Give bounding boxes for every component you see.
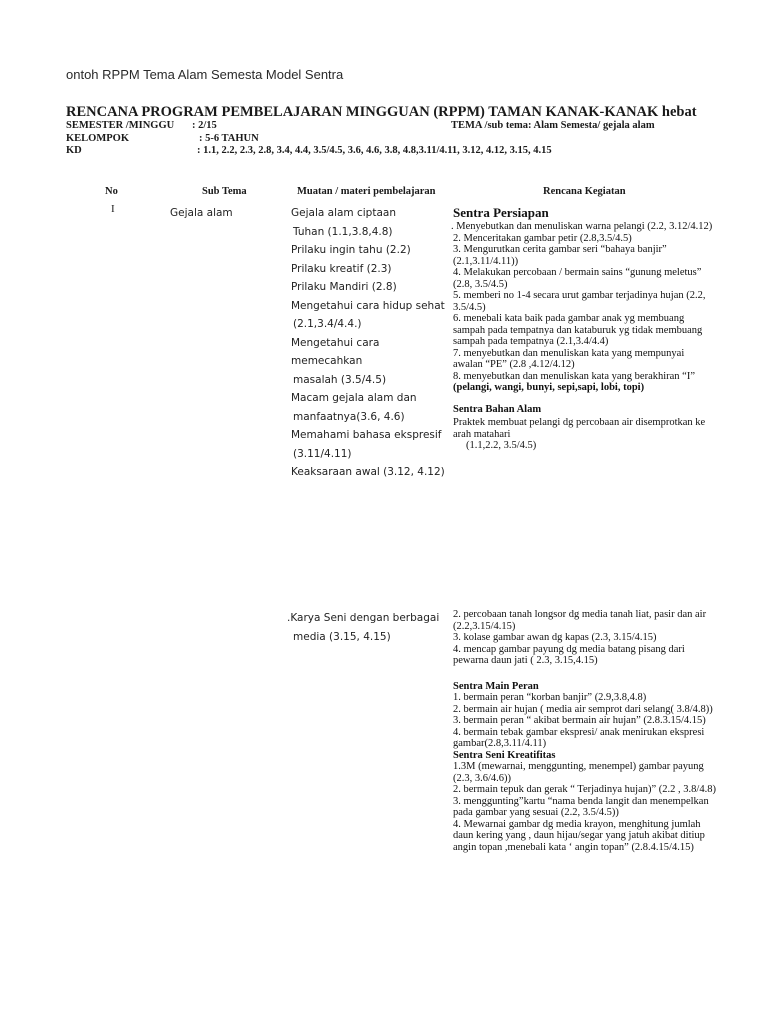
kegiatan-line: 3. Mengurutkan cerita gambar seri “bahaya banjir”: [453, 244, 667, 255]
header-muatan: Muatan / materi pembelajaran: [297, 186, 436, 197]
row-subtema: Gejala alam: [170, 207, 233, 219]
kelompok-label: KELOMPOK: [66, 133, 129, 144]
sentra-seni-title: Sentra Seni Kreatifitas: [453, 749, 556, 761]
muatan-item: media (3.15, 4.15): [293, 630, 391, 643]
header-no: No: [105, 186, 118, 197]
muatan-item: Mengetahui cara hidup sehat: [291, 299, 445, 312]
kegiatan-line: (1.1,2.2, 3.5/4.5): [466, 440, 537, 451]
kd-label: KD: [66, 145, 82, 156]
kegiatan-line: 4. Melakukan percobaan / bermain sains “gunung meletus”: [453, 267, 702, 278]
muatan-item: (3.11/4.11): [293, 447, 352, 460]
kegiatan-line: 6. menebali kata baik pada gambar anak yg membuang: [453, 313, 685, 324]
kegiatan-line: (2.3, 3.6/4.6)): [453, 772, 512, 784]
muatan-list-2: [287, 609, 447, 646]
kegiatan-block-2: [453, 609, 721, 853]
muatan-item: (2.1,3.4/4.4.): [293, 318, 362, 330]
kegiatan-line: (2.8, 3.5/4.5): [453, 278, 508, 290]
muatan-item: Keaksaraan awal (3.12, 4.12): [291, 466, 445, 478]
kegiatan-line: gambar(2.8,3.11/4.11): [453, 738, 547, 749]
header-subtema: Sub Tema: [202, 186, 247, 197]
kegiatan-line: 1. bermain peran “korban banjir” (2.9,3.8,4.8): [453, 692, 647, 703]
muatan-item: Prilaku ingin tahu (2.2): [291, 244, 411, 256]
kegiatan-line: pada gambar yang sesuai (2.2, 3.5/4.5)): [453, 807, 619, 818]
kd-value: : 1.1, 2.2, 2.3, 2.8, 3.4, 4.4, 3.5/4.5, 3.6, 4.6, 3.8, 4.8,3.11/4.11, 3.12, 4.12, 3.15, 4.15: [197, 145, 552, 156]
kegiatan-block-1: [451, 205, 719, 452]
muatan-item: manfaatnya(3.6, 4.6): [293, 410, 405, 423]
tema-label: TEMA /sub tema: Alam Semesta/ gejala alam: [451, 120, 655, 131]
document-caption: ontoh RPPM Tema Alam Semesta Model Sentra: [66, 67, 344, 82]
kegiatan-line: 5. memberi no 1-4 secara urut gambar terjadinya hujan (2.2,: [453, 290, 706, 301]
kegiatan-line: 3. menggunting”kartu “nama benda langit dan menempelkan: [453, 795, 709, 807]
kegiatan-line: awalan “PE” (2.8 ,4.12/4.12): [453, 359, 575, 370]
kegiatan-line: 3. bermain peran “ akibat bermain air hujan” (2.8.3.15/4.15): [453, 715, 706, 726]
kegiatan-line: 4. bermain tebak gambar ekspresi/ anak menirukan ekspresi: [453, 726, 705, 738]
muatan-item: .Karya Seni dengan berbagai: [287, 612, 440, 624]
kegiatan-line: angin topan ,menebali kata ‘ angin topan” (2.8.4.15/4.15): [453, 841, 694, 853]
kegiatan-line: 4. mencap gambar payung dg media batang pisang dari: [453, 643, 685, 655]
muatan-item: Prilaku Mandiri (2.8): [291, 281, 397, 293]
muatan-item: Macam gejala alam dan: [291, 392, 417, 404]
kegiatan-line: Praktek membuat pelangi dg percobaan air disemprotkan ke: [453, 417, 706, 428]
kegiatan-line: 7. menyebutkan dan menuliskan kata yang mempunyai: [453, 347, 685, 359]
kegiatan-line: (2.2,3.15/4.15): [453, 620, 516, 632]
kegiatan-line: (2.1,3.11/4.11)): [453, 255, 519, 267]
kegiatan-line: 2. percobaan tanah longsor dg media tanah liat, pasir dan air: [453, 609, 707, 620]
kegiatan-line: sampah pada tempatnya (2.1,3.4/4.4): [453, 336, 609, 347]
document-heading: RENCANA PROGRAM PEMBELAJARAN MINGGUAN (RPPM) TAMAN KANAK-KANAK hebat: [66, 104, 697, 120]
kegiatan-line: 8. menyebutkan dan menuliskan kata yang berakhiran “I”: [453, 370, 695, 382]
kegiatan-line: 2. Menceritakan gambar petir (2.8,3.5/4.5): [453, 232, 632, 244]
muatan-list: [291, 204, 451, 482]
sentra-main-peran-title: Sentra Main Peran: [453, 680, 539, 692]
muatan-item: Memahami bahasa ekspresif: [291, 429, 442, 441]
kegiatan-line: (pelangi, wangi, bunyi, sepi,sapi, lobi, topi): [453, 382, 645, 393]
kegiatan-line: daun kering yang , daun hijau/segar yang jatuh akibat ditiup: [453, 830, 705, 841]
kegiatan-line: sampah pada tempatnya dan kataburuk yg tidak membuang: [453, 324, 703, 336]
kegiatan-line: 4. Mewarnai gambar dg media krayon, menghitung jumlah: [453, 818, 701, 830]
muatan-item: masalah (3.5/4.5): [293, 373, 387, 386]
kegiatan-line: arah matahari: [453, 428, 511, 440]
muatan-item: Prilaku kreatif (2.3): [291, 262, 392, 275]
row-number: I: [111, 203, 115, 215]
kegiatan-line: 2. bermain air hujan ( media air semprot dari selang( 3.8/4.8)): [453, 703, 713, 715]
muatan-item: Tuhan (1.1,3.8,4.8): [293, 225, 393, 238]
kegiatan-line: 3.5/4.5): [453, 301, 486, 313]
sentra-bahan-alam-title: Sentra Bahan Alam: [453, 403, 542, 415]
semester-value: : 2/15: [192, 120, 217, 131]
kegiatan-line: 2. bermain tepuk dan gerak “ Terjadinya hujan)” (2.2 , 3.8/4.8): [453, 784, 716, 795]
muatan-item: Gejala alam ciptaan: [291, 207, 396, 219]
kegiatan-line: 3. kolase gambar awan dg kapas (2.3, 3.15/4.15): [453, 632, 657, 643]
kelompok-value: : 5-6 TAHUN: [199, 133, 259, 144]
kegiatan-line: . Menyebutkan dan menuliskan warna pelangi (2.2, 3.12/4.12): [451, 221, 713, 232]
semester-label: SEMESTER /MINGGU: [66, 120, 175, 131]
sentra-persiapan-title: Sentra Persiapan: [453, 205, 549, 220]
kegiatan-line: 1.3M (mewarnai, menggunting, menempel) gambar payung: [453, 761, 704, 772]
muatan-item: Mengetahui cara memecahkan: [291, 336, 380, 367]
header-kegiatan: Rencana Kegiatan: [543, 186, 626, 197]
kegiatan-line: pewarna daun jati ( 2.3, 3.15,4.15): [453, 655, 598, 666]
